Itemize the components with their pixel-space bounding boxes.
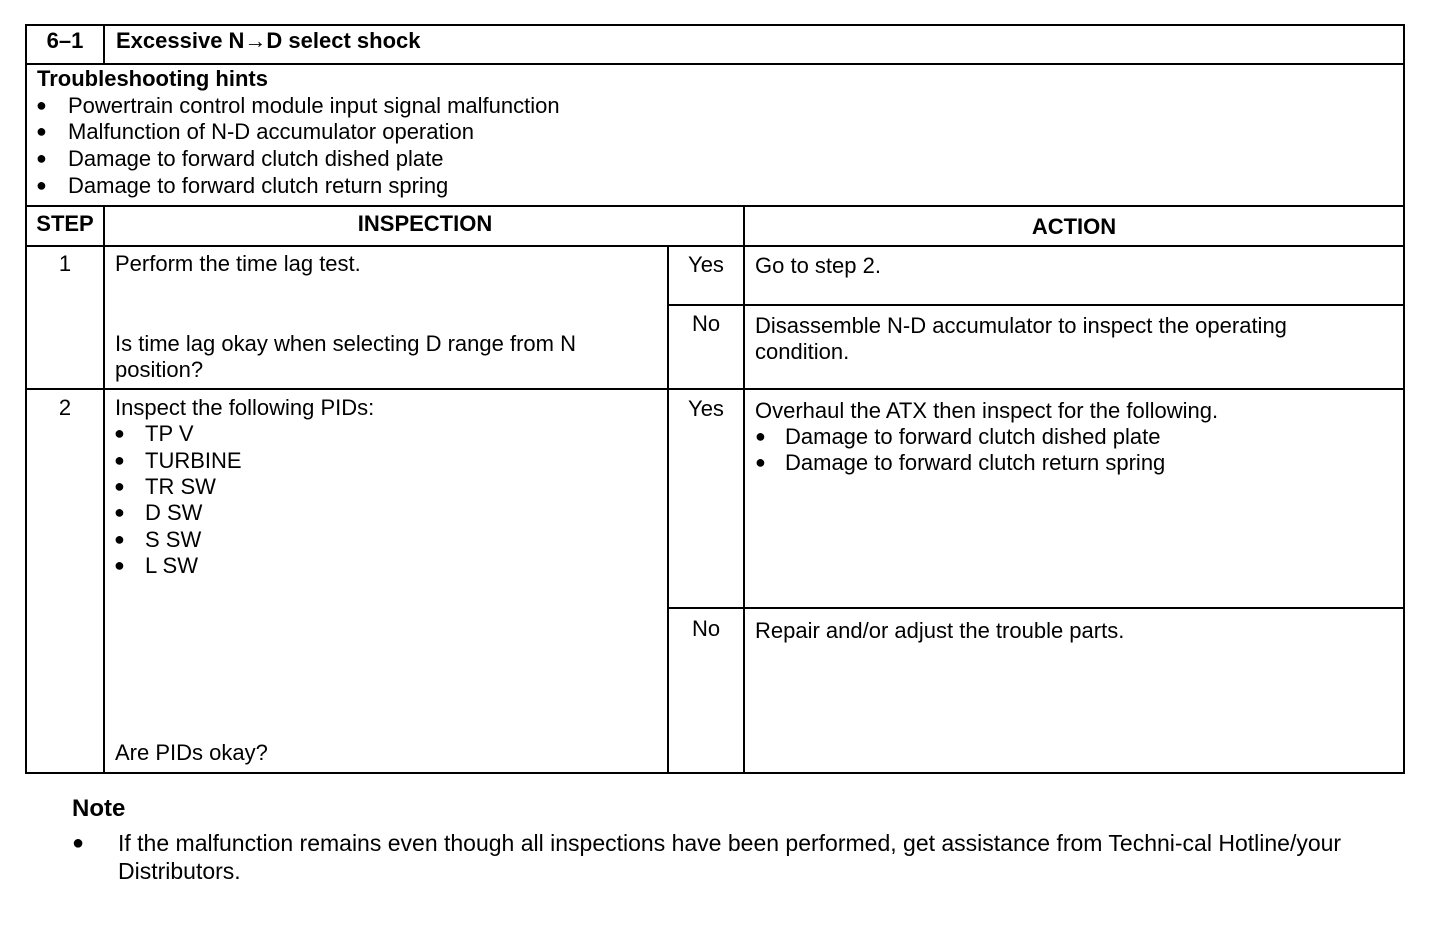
rule-under-hints <box>25 205 1405 207</box>
rule-step-column <box>103 205 105 774</box>
inspection-question: Is time lag okay when selecting D range from N position? <box>115 331 576 382</box>
no-label: No <box>691 311 721 336</box>
rule-under-column-headers <box>25 245 1405 247</box>
bullet-icon: ● <box>114 476 125 496</box>
yes-label: Yes <box>688 396 724 421</box>
step-number: 1 <box>58 251 72 276</box>
inspection-text: Inspect the following PIDs: <box>115 395 375 420</box>
section-title: Excessive N→D select shock <box>116 28 421 53</box>
bullet-icon: ● <box>114 555 125 575</box>
no-label: No <box>691 616 721 641</box>
action-text: Overhaul the ATX then inspect for the following. <box>755 398 1219 423</box>
bullet-icon: ● <box>114 450 125 470</box>
pid-item: L SW <box>145 553 198 578</box>
bullet-icon: ● <box>36 175 47 195</box>
rule-header-code-divider <box>103 24 105 64</box>
bullet-icon: ● <box>36 148 47 168</box>
pid-item: D SW <box>145 500 203 525</box>
action-text: Disassemble N-D accumulator to inspect the operating condition. <box>755 313 1287 364</box>
hint-item: Malfunction of N-D accumulator operation <box>68 119 474 144</box>
bullet-icon: ● <box>36 95 47 115</box>
note-title: Note <box>72 795 126 822</box>
pid-item: TR SW <box>145 474 216 499</box>
section-code: 6–1 <box>46 28 84 53</box>
rule-step2-yes-no <box>667 607 1405 609</box>
action-item: Damage to forward clutch dished plate <box>785 424 1161 449</box>
pid-item: TURBINE <box>145 448 242 473</box>
hints-title: Troubleshooting hints <box>37 66 268 91</box>
bullet-icon: ● <box>114 529 125 549</box>
rule-step1-yes-no <box>667 304 1405 306</box>
hint-item: Damage to forward clutch dished plate <box>68 146 444 171</box>
note-text: If the malfunction remains even though all inspections have been performed, get assistance from Techni-cal Hotline/your Distributors. <box>118 830 1342 884</box>
action-item: Damage to forward clutch return spring <box>785 450 1166 475</box>
bullet-icon: ● <box>755 452 766 472</box>
rule-under-header <box>25 63 1405 65</box>
action-text: Repair and/or adjust the trouble parts. <box>755 618 1125 643</box>
rule-between-steps <box>25 388 1405 390</box>
column-header-step: STEP <box>36 211 94 236</box>
bullet-icon: ● <box>114 502 125 522</box>
bullet-icon: ● <box>755 426 766 446</box>
rule-action-column <box>743 205 745 774</box>
bullet-icon: ● <box>114 423 125 443</box>
hint-item: Damage to forward clutch return spring <box>68 173 449 198</box>
bullet-icon: ● <box>72 832 85 854</box>
inspection-text: Perform the time lag test. <box>115 251 361 276</box>
hint-item: Powertrain control module input signal malfunction <box>68 93 560 118</box>
column-header-action: ACTION <box>1031 214 1117 239</box>
inspection-question: Are PIDs okay? <box>115 740 268 765</box>
action-text: Go to step 2. <box>755 253 881 278</box>
bullet-icon: ● <box>36 121 47 141</box>
step-number: 2 <box>58 395 72 420</box>
column-header-inspection: INSPECTION <box>357 211 493 236</box>
pid-item: S SW <box>145 527 202 552</box>
yes-label: Yes <box>688 252 724 277</box>
pid-item: TP V <box>145 421 194 446</box>
